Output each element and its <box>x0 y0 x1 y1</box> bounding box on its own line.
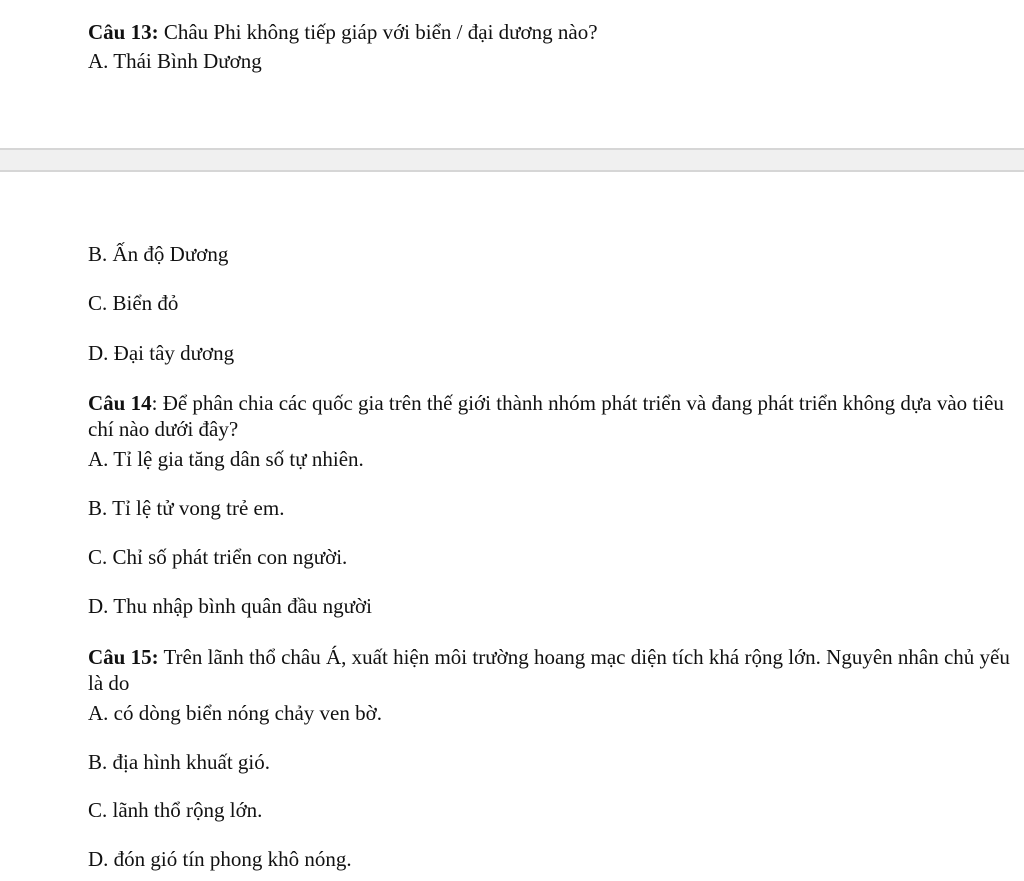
question-14-option-a: A. Tỉ lệ gia tăng dân số tự nhiên. <box>88 447 364 471</box>
question-15 <box>88 644 1013 696</box>
question-13-option-a: A. Thái Bình Dương <box>88 49 262 73</box>
question-13-label: Câu 13: <box>88 20 159 44</box>
question-15-label: Câu 15: <box>88 645 159 669</box>
question-13-option-b: B. Ấn độ Dương <box>88 242 229 266</box>
question-13-option-c: C. Biển đỏ <box>88 291 179 315</box>
document-page-bottom <box>0 172 1024 881</box>
question-14-option-c: C. Chỉ số phát triển con người. <box>88 545 348 569</box>
question-13-option-d: D. Đại tây dương <box>88 341 235 365</box>
question-14-option-d: D. Thu nhập bình quân đầu người <box>88 594 372 618</box>
document-page-top <box>0 0 1024 148</box>
question-15-option-a: A. có dòng biển nóng chảy ven bờ. <box>88 701 382 725</box>
question-15-text: Trên lãnh thổ châu Á, xuất hiện môi trường hoang mạc diện tích khá rộng lớn. Nguyên nhân chủ yếu là do <box>88 645 1010 695</box>
question-14 <box>88 390 1013 442</box>
question-14-text: : Để phân chia các quốc gia trên thế giới thành nhóm phát triển và đang phát triển không dựa vào tiêu chí nào dưới đây? <box>88 391 1004 441</box>
question-13-text: Châu Phi không tiếp giáp với biển / đại dương nào? <box>158 20 598 44</box>
question-14-option-b: B. Tỉ lệ tử vong trẻ em. <box>88 496 285 520</box>
question-15-option-d: D. đón gió tín phong khô nóng. <box>88 847 352 871</box>
question-14-label: Câu 14 <box>88 391 152 415</box>
page-break-separator <box>0 148 1024 172</box>
question-13 <box>88 19 1018 45</box>
question-15-option-b: B. địa hình khuất gió. <box>88 750 270 774</box>
question-15-option-c: C. lãnh thổ rộng lớn. <box>88 798 263 822</box>
